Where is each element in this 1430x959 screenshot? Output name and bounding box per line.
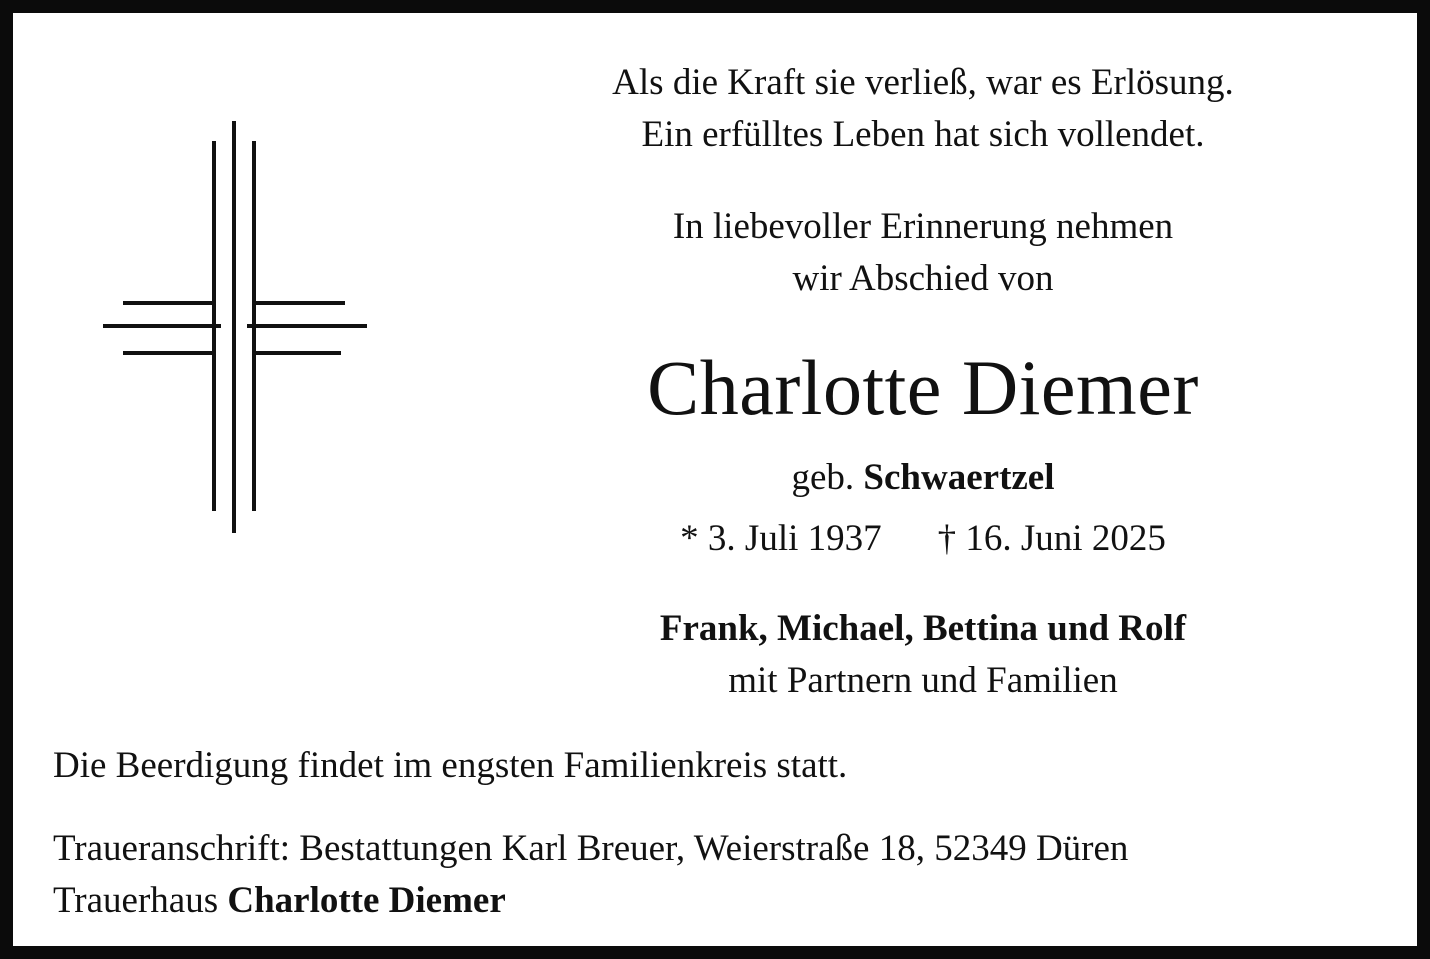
life-dates <box>483 513 1363 565</box>
cross-icon <box>95 113 375 543</box>
mourner-names: Frank, Michael, Bettina und Rolf <box>659 608 1187 649</box>
verse <box>483 57 1363 161</box>
funeral-note: Die Beerdigung findet im engsten Familienkreis statt. <box>53 745 848 786</box>
death-date: † 16. Juni 2025 <box>937 518 1166 559</box>
maiden-name-line <box>483 453 1363 503</box>
verse-line-1: Als die Kraft sie verließ, war es Erlösung. <box>612 62 1234 103</box>
birth-date: * 3. Juli 1937 <box>680 518 882 559</box>
intro <box>483 201 1363 305</box>
maiden-name: Schwaertzel <box>863 457 1055 498</box>
verse-line-2: Ein erfülltes Leben hat sich vollendet. <box>641 114 1205 155</box>
mourners <box>483 603 1363 707</box>
maiden-prefix: geb. <box>791 457 855 498</box>
intro-line-2: wir Abschied von <box>792 258 1054 299</box>
mourning-address <box>53 823 1128 927</box>
deceased-name: Charlotte Diemer <box>647 344 1199 431</box>
house-prefix: Trauerhaus <box>53 880 219 921</box>
address-line: Traueranschrift: Bestattungen Karl Breuer, Weierstraße 18, 52349 Düren <box>53 828 1129 869</box>
mourner-families: mit Partnern und Familien <box>728 660 1118 701</box>
intro-line-1: In liebevoller Erinnerung nehmen <box>672 206 1174 247</box>
house-line <box>53 875 1128 927</box>
house-name: Charlotte Diemer <box>227 880 506 921</box>
